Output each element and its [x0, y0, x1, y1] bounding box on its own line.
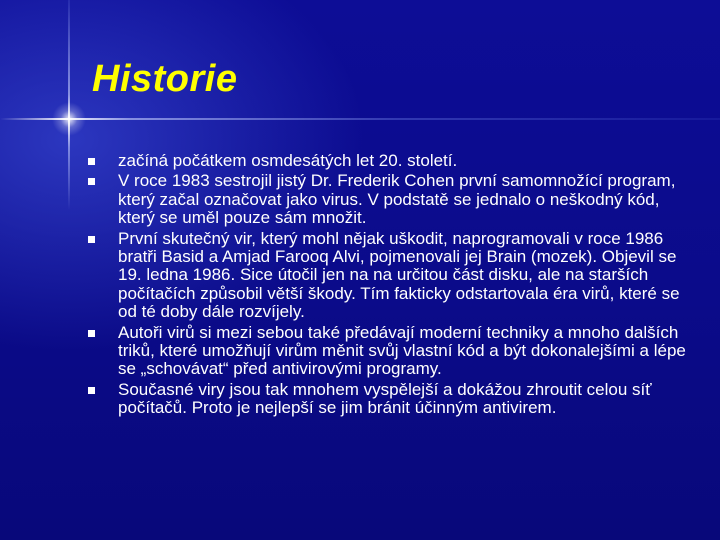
bullet-item — [86, 324, 686, 379]
light-flare — [52, 102, 86, 136]
bullet-text: V roce 1983 sestrojil jistý Dr. Frederik Cohen první samomnožící program, který začal označovat jako virus. V podstatě se jednalo o neškodný kód, který se uměl pouze sám množit. — [118, 171, 676, 228]
bullet-text: První skutečný vir, který mohl nějak uškodit, naprogramovali v roce 1986 bratři Basid a Amjad Farooq Alvi, pojmenovali jej Brain (mozek). Objevil se 19. ledna 1986. Sice útočil jen na na určitou část disku, ale na starších počítačích způsobil větší škody. Tím fakticky odstartovala éra virů, které se od té doby dále rozvíjely. — [118, 228, 680, 322]
square-bullet-icon — [88, 387, 95, 394]
square-bullet-icon — [88, 330, 95, 337]
square-bullet-icon — [88, 158, 95, 165]
bullet-text: začíná počátkem osmdesátých let 20. století. — [118, 151, 458, 170]
slide-title: Historie — [92, 58, 238, 100]
decorative-horizontal-line — [0, 118, 720, 120]
bullet-list — [86, 152, 686, 420]
bullet-text: Současné viry jsou tak mnohem vyspělejší a dokážou zhroutit celou síť počítačů. Proto je nejlepší se jim bránit účinným antivirem. — [118, 379, 652, 418]
bullet-item — [86, 381, 686, 418]
square-bullet-icon — [88, 236, 95, 243]
bullet-item — [86, 152, 686, 170]
square-bullet-icon — [88, 178, 95, 185]
bullet-item — [86, 172, 686, 227]
bullet-text: Autoři virů si mezi sebou také předávají moderní techniky a mnoho dalších triků, které umožňují virům měnit svůj vlastní kód a být dokonalejšími a lépe se „schovávat“ před antivirovými programy. — [118, 322, 686, 379]
bullet-item — [86, 230, 686, 322]
